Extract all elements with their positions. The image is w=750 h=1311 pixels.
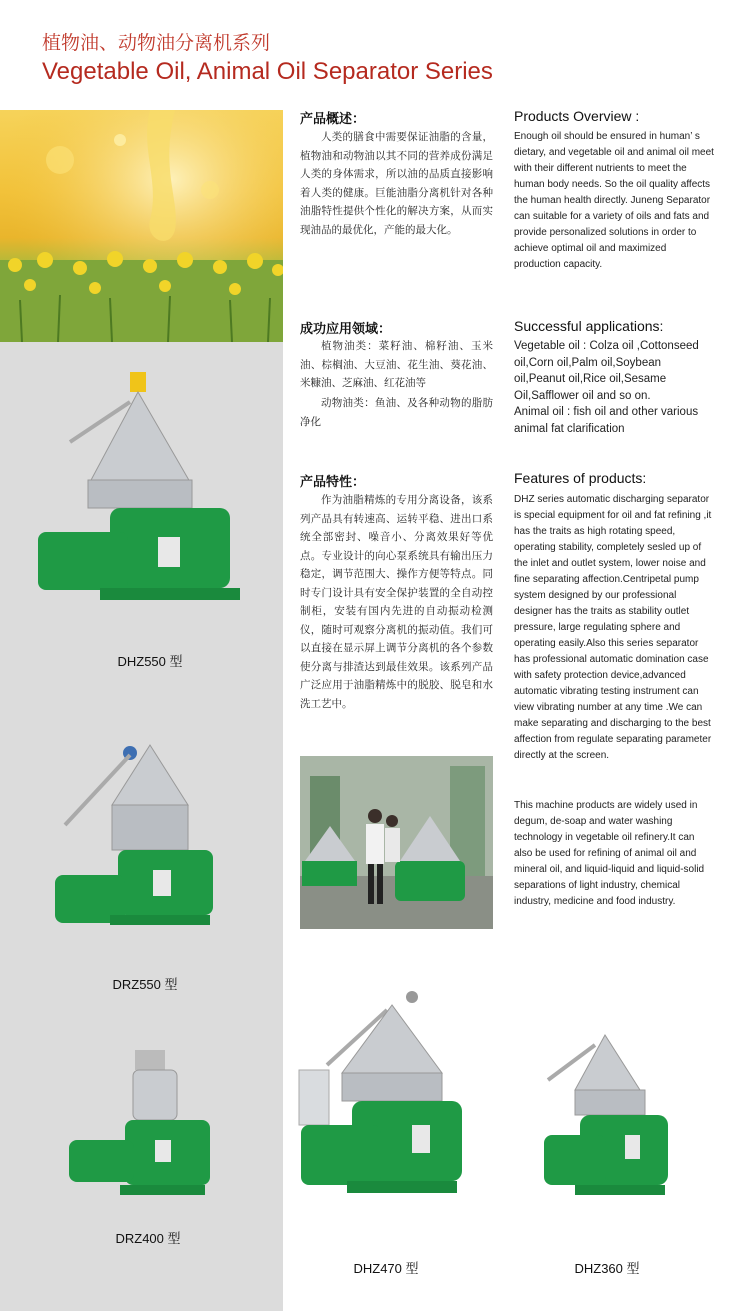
model-label-dhz470: DHZ470 型	[353, 1261, 419, 1276]
features-text-en-2: This machine products are widely used in degum, de-soap and water washing technology in vegetable oil refinery.It can also be used for refining of animal oil and mineral oil, and liquid-liquid and liquid-solid separations of light industry, chemical industry, medicine and food industry.	[514, 800, 705, 907]
drz400-machine-image	[65, 1040, 215, 1210]
features-heading-en: Features of products:	[514, 470, 647, 486]
applications-animal-en: Animal oil : fish oil and other various animal fat clarification	[514, 406, 699, 435]
applications-veg-cn: 植物油类：菜籽油、棉籽油、玉米油、棕榈油、大豆油、花生油、葵花油、米糠油、芝麻油、红花油等	[300, 340, 493, 389]
applications-animal-cn: 动物油类：鱼油、及各种动物的脂肪净化	[300, 397, 493, 428]
features-text-en-1: DHZ series automatic discharging separator is special equipment for oil and fat refining ,it has the traits as high rotating speed, operating stability, completely sesled up of the inlet and outlet system, lower noise and fine separating affection.Centripetal pump system designed by our professional designer has the traits as stability outlet pressure, large regulating sphere and operating easily.Also this series separator has professional automatic domination case with safety protection device,advanced automatic vibrating testing instrument can view vibrating number at any time .We can make separating and discharging to the best affection from regulate separating parameter directly at the screen.	[514, 494, 712, 761]
overview-text-en: Enough oil should be ensured in human’ s dietary, and vegetable oil and animal oil meet with their different nutrients to meet the human body needs. So the oil quality affects the human health directly. Juneng Separator can suitable for a variety of oils and fats and provide personalized solutions in order to achieve optimal oil and maximized production capacity.	[514, 131, 714, 270]
oil-hero-image	[0, 110, 283, 342]
dhz470-machine-image	[297, 985, 477, 1225]
dhz550-machine-image	[30, 362, 250, 627]
page-title-en: Vegetable Oil, Animal Oil Separator Series	[42, 58, 493, 85]
applications-heading-en: Successful applications:	[514, 318, 664, 334]
page-title-cn: 植物油、动物油分离机系列	[42, 32, 271, 54]
model-label-dhz360: DHZ360 型	[574, 1261, 640, 1276]
drz550-machine-image	[50, 735, 220, 950]
model-label-dhz550: DHZ550 型	[117, 654, 183, 669]
applications-heading-cn: 成功应用领域：	[300, 322, 392, 337]
features-heading-cn: 产品特性：	[300, 475, 366, 490]
applications-veg-en: Vegetable oil : Colza oil ,Cottonseed oil,Corn oil,Palm oil,Soybean oil,Peanut oil,Rice oil,Sesame Oil,Safflower oil and so on.	[514, 340, 699, 402]
model-label-drz400: DRZ400 型	[115, 1231, 181, 1246]
features-text-cn: 作为油脂精炼的专用分离设备，该系列产品具有转速高、运转平稳、进出口系统全部密封、噪音小、分离效果好等优点。专业设计的向心泵系统具有输出压力稳定，调节范围大、操作方便等特点。同时专门设计具有安全保护装置的全自动控制柜，安装有国内先进的自动振动检测仪，随时可观察分离机的振动值。我们可以直接在显示屏上调节分离机的各个参数使分离与排渣达到最佳效果。该系列产品广泛应用于油脂精炼中的脱胶、脱皂和水洗工艺中。	[300, 494, 493, 710]
overview-heading-cn: 产品概述：	[300, 112, 366, 127]
dhz360-machine-image	[540, 1020, 675, 1220]
factory-photo	[300, 756, 493, 929]
model-label-drz550: DRZ550 型	[112, 977, 178, 992]
overview-text-cn: 人类的膳食中需要保证油脂的含量，植物油和动物油以其不同的营养成份满足人类的身体需求，所以油的品质直接影响着人类的健康。巨能油脂分离机针对各种油脂特性提供个性化的解决方案，从而实现油品的最优化，产能的最大化。	[300, 131, 493, 236]
overview-heading-en: Products Overview :	[514, 108, 640, 124]
